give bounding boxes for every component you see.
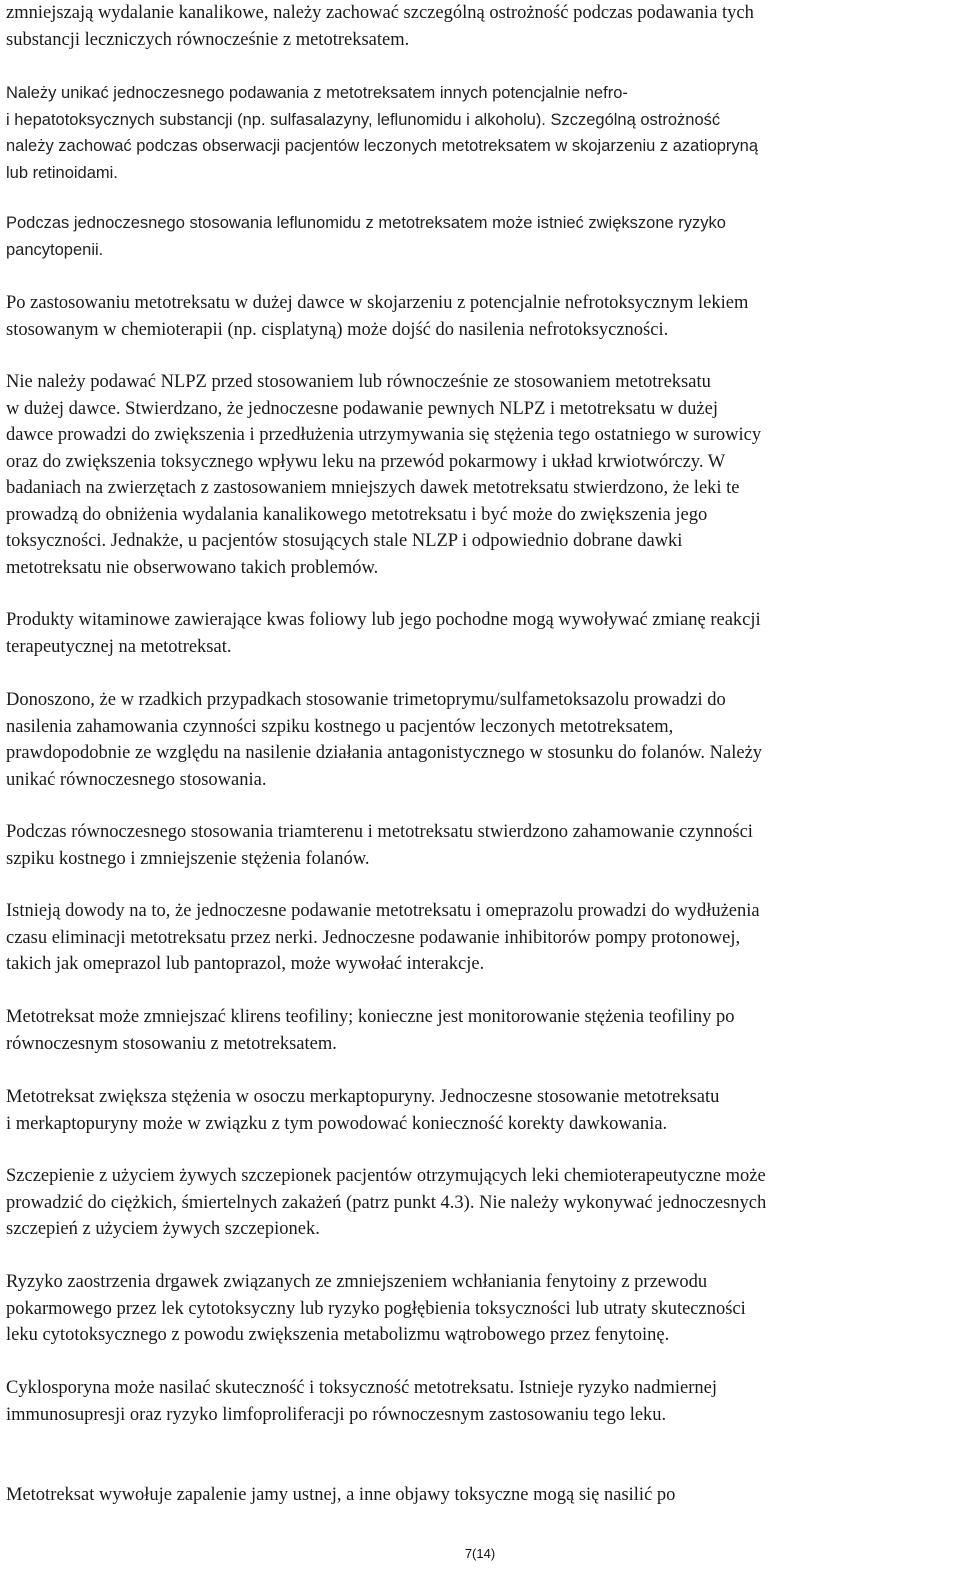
text-line: pokarmowego przez lek cytotoksyczny lub ryzyko pogłębienia toksyczności lub utraty skuteczności bbox=[6, 1298, 746, 1319]
paragraph-omeprazole bbox=[6, 898, 956, 978]
paragraph-mercaptopurine bbox=[6, 1084, 956, 1137]
text-line: prowadzą do obniżenia wydalania kanalikowego metotreksatu i być może do zwiększenia jego bbox=[6, 504, 708, 525]
paragraph-phenytoin bbox=[6, 1269, 956, 1349]
text-line: i hepatotoksycznych substancji (np. sulfasalazyny, leflunomidu i alkoholu). Szczególną ostrożność bbox=[6, 110, 721, 129]
text-line: Podczas równoczesnego stosowania triamterenu i metotreksatu stwierdzono zahamowanie czynności bbox=[6, 822, 753, 842]
paragraph-triamterene bbox=[6, 819, 956, 872]
text-line: substancji leczniczych równocześnie z metotreksatem. bbox=[6, 29, 410, 50]
paragraph-trimethoprim bbox=[6, 687, 956, 793]
paragraph-nephrotoxicity bbox=[6, 290, 956, 343]
paragraph-excretion-caution bbox=[6, 0, 956, 53]
text-line: zmniejszają wydalanie kanalikowe, należy zachować szczególną ostrożność podczas podawania tych bbox=[6, 3, 754, 23]
text-line: badaniach na zwierzętach z zastosowaniem mniejszych dawek metotreksatu stwierdzono, że leki te bbox=[6, 478, 740, 498]
text-line: takich jak omeprazol lub pantoprazol, może wywołać interakcje. bbox=[6, 954, 485, 974]
text-line: Metotreksat zwiększa stężenia w osoczu merkaptopuryny. Jednoczesne stosowanie metotreksatu bbox=[6, 1087, 720, 1107]
paragraph-nephro-hepatotoxic bbox=[6, 80, 956, 186]
text-line: oraz do zwiększenia toksycznego wpływu leku na przewód pokarmowy i układ krwiotwórczy. W bbox=[6, 451, 726, 472]
text-line: metotreksatu nie obserwowano takich problemów. bbox=[6, 557, 379, 578]
text-line: Metotreksat może zmniejszać klirens teofiliny; konieczne jest monitorowanie stężenia teofiliny po bbox=[6, 1007, 735, 1027]
text-line: Po zastosowaniu metotreksatu w dużej dawce w skojarzeniu z potencjalnie nefrotoksycznym lekiem bbox=[6, 293, 749, 313]
paragraph-folic-acid bbox=[6, 607, 956, 660]
paragraph-theophylline bbox=[6, 1004, 956, 1057]
text-line: Cyklosporyna może nasilać skuteczność i toksyczność metotreksatu. Istnieje ryzyko nadmiernej bbox=[6, 1378, 718, 1398]
page-number: 7(14) bbox=[464, 1546, 496, 1561]
text-line: prowadzić do ciężkich, śmiertelnych zakażeń (patrz punkt 4.3). Nie należy wykonywać jednoczesnych bbox=[6, 1192, 767, 1213]
text-line: Nie należy podawać NLPZ przed stosowaniem lub równocześnie ze stosowaniem metotreksatu bbox=[6, 372, 711, 392]
text-line: Ryzyko zaostrzenia drgawek związanych ze zmniejszeniem wchłaniania fenytoiny z przewodu bbox=[6, 1272, 708, 1292]
text-line: toksyczności. Jednakże, u pacjentów stosujących stale NLZP i odpowiednio dobrane dawki bbox=[6, 531, 683, 551]
text-line: dawce prowadzi do zwiększenia i przedłużenia utrzymywania się stężenia tego ostatniego w surowicy bbox=[6, 425, 762, 445]
text-line: stosowanym w chemioterapii (np. cisplatyną) może dojść do nasilenia nefrotoksyczności. bbox=[6, 319, 669, 340]
paragraph-stomatitis bbox=[6, 1482, 956, 1509]
text-line: unikać równoczesnego stosowania. bbox=[6, 769, 267, 790]
text-line: czasu eliminacji metotreksatu przez nerki. Jednoczesne podawanie inhibitorów pompy protonowej, bbox=[6, 927, 741, 948]
text-line: Szczepienie z użyciem żywych szczepionek pacjentów otrzymujących leki chemioterapeutyczne może bbox=[6, 1166, 766, 1186]
text-line: szczepień z użyciem żywych szczepionek. bbox=[6, 1219, 320, 1239]
paragraph-nsaid bbox=[6, 369, 956, 581]
text-line: nasilenia zahamowania czynności szpiku kostnego u pacjentów leczonych metotreksatem, bbox=[6, 716, 674, 737]
paragraph-cyclosporine bbox=[6, 1375, 956, 1428]
text-line: Podczas jednoczesnego stosowania leflunomidu z metotreksatem może istnieć zwiększone ryzyko bbox=[6, 214, 726, 232]
text-line: należy zachować podczas obserwacji pacjentów leczonych metotreksatem w skojarzeniu z azatiopryną bbox=[6, 137, 759, 155]
text-line: Należy unikać jednoczesnego podawania z metotreksatem innych potencjalnie nefro- bbox=[6, 84, 628, 102]
text-line: terapeutycznej na metotreksat. bbox=[6, 636, 232, 657]
text-line: leku cytotoksycznego z powodu zwiększenia metabolizmu wątrobowego przez fenytoinę. bbox=[6, 1325, 670, 1345]
text-line: pancytopenii. bbox=[6, 240, 104, 259]
text-line: prawdopodobnie ze względu na nasilenie działania antagonistycznego w stosunku do folanów. Należy bbox=[6, 743, 763, 763]
text-line: immunosupresji oraz ryzyko limfoproliferacji po równoczesnym zastosowaniu tego leku. bbox=[6, 1404, 667, 1425]
text-line: Donoszono, że w rzadkich przypadkach stosowanie trimetoprymu/sulfametoksazolu prowadzi do bbox=[6, 690, 726, 710]
text-line: Produkty witaminowe zawierające kwas foliowy lub jego pochodne mogą wywoływać zmianę reakcji bbox=[6, 610, 761, 630]
text-line: Istnieją dowody na to, że jednoczesne podawanie metotreksatu i omeprazolu prowadzi do wydłużenia bbox=[6, 901, 760, 921]
paragraph-live-vaccines bbox=[6, 1163, 956, 1243]
text-line: i merkaptopuryny może w związku z tym powodować konieczność korekty dawkowania. bbox=[6, 1113, 668, 1134]
text-line: Metotreksat wywołuje zapalenie jamy ustnej, a inne objawy toksyczne mogą się nasilić po bbox=[6, 1485, 676, 1505]
text-line: szpiku kostnego i zmniejszenie stężenia folanów. bbox=[6, 848, 370, 869]
paragraph-leflunomide bbox=[6, 210, 956, 263]
text-line: równoczesnym stosowaniu z metotreksatem. bbox=[6, 1033, 337, 1054]
text-line: lub retinoidami. bbox=[6, 163, 118, 182]
text-line: w dużej dawce. Stwierdzano, że jednoczesne podawanie pewnych NLPZ i metotreksatu w dużej bbox=[6, 398, 718, 419]
